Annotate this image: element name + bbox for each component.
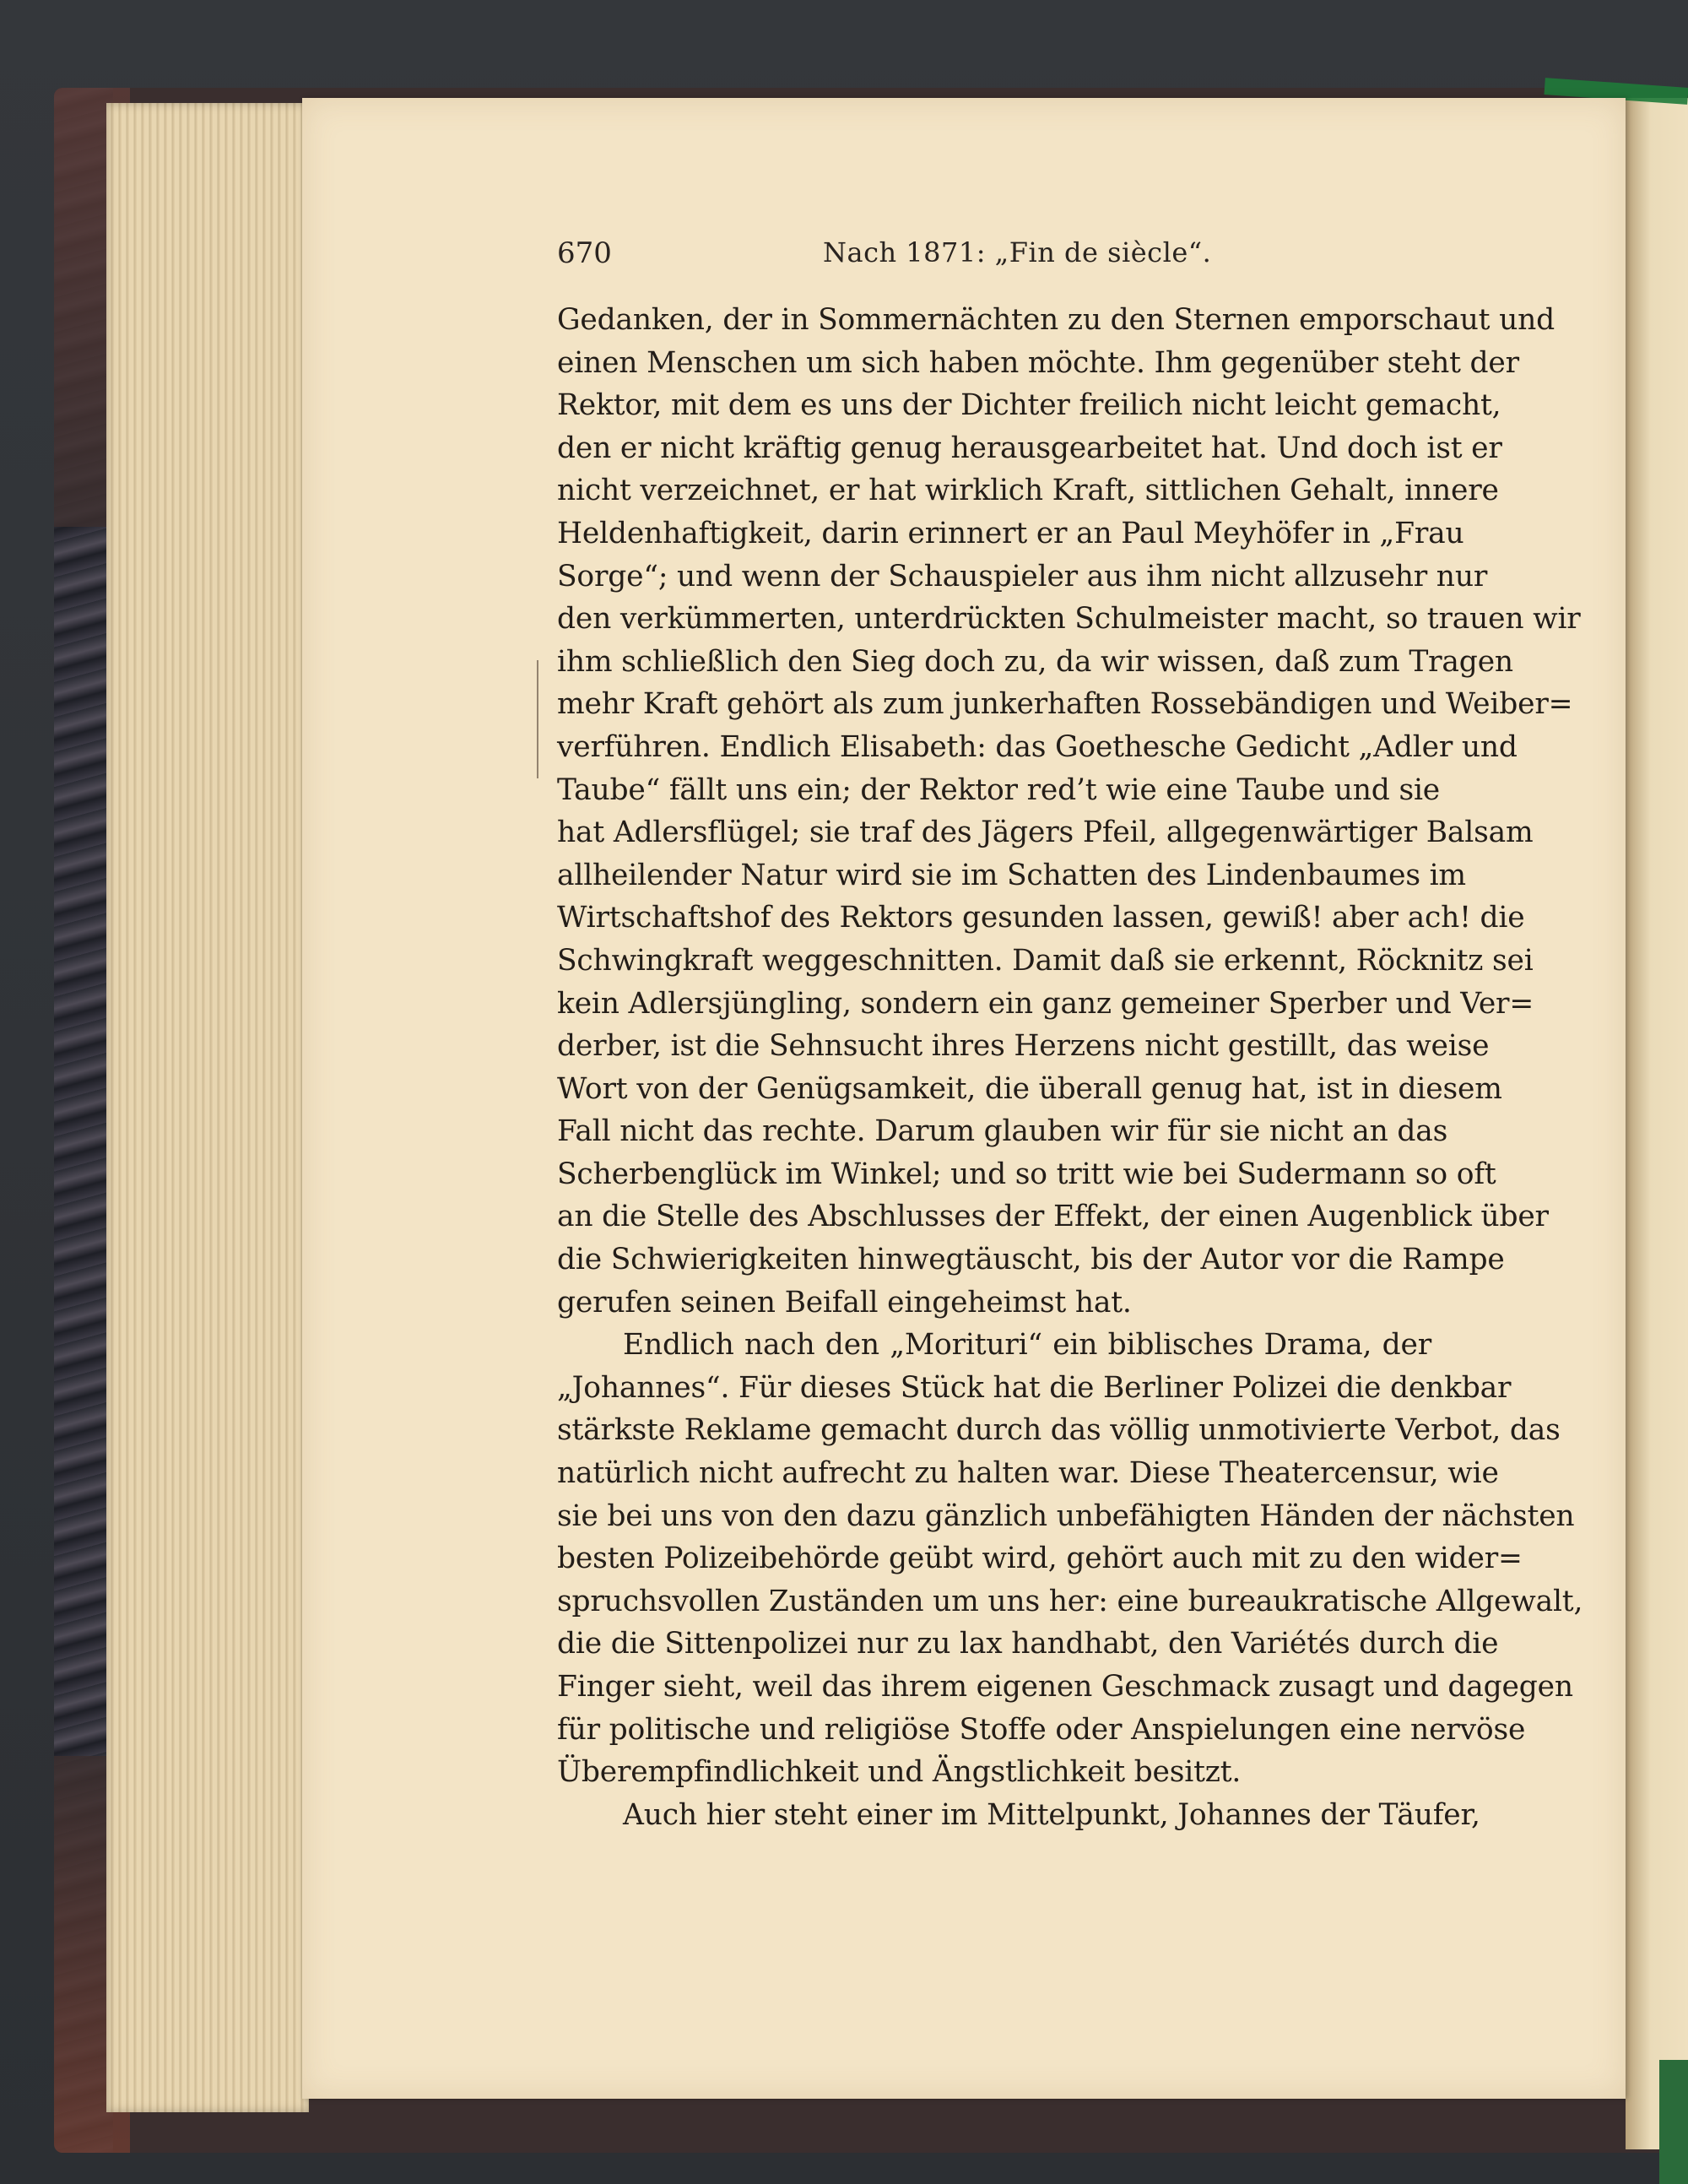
running-title: Nach 1871: „Fin de siècle“. [823, 236, 1212, 268]
text-line: die Schwierigkeiten hinwegtäuscht, bis der Autor vor die Rampe [557, 1243, 1505, 1277]
text-line: Schwingkraft weggeschnitten. Damit daß sie erkennt, Röcknitz sei [557, 943, 1534, 978]
page-stack-edges [106, 103, 309, 2112]
text-line: besten Polizeibehörde geübt wird, gehört auch mit zu den wider= [557, 1542, 1523, 1576]
text-line: spruchsvollen Zuständen um uns her: eine bureaukratische Allgewalt, [557, 1584, 1583, 1618]
text-line: Auch hier steht einer im Mittelpunkt, Johannes der Täufer, [623, 1797, 1480, 1832]
text-line: Sorge“; und wenn der Schauspieler aus ihm nicht allzusehr nur [557, 559, 1488, 593]
page-body-text [557, 299, 1583, 1836]
text-line: mehr Kraft gehört als zum junkerhaften Rossebändigen und Weiber= [557, 687, 1573, 722]
text-line: hat Adlersflügel; sie traf des Jägers Pfeil, allgegenwärtiger Balsam [557, 816, 1534, 850]
text-line: sie bei uns von den dazu gänzlich unbefähigten Händen der nächsten [557, 1498, 1575, 1533]
text-line: Überempfindlichkeit und Ängstlichkeit besitzt. [557, 1755, 1242, 1790]
text-line: einen Menschen um sich haben möchte. Ihm gegenüber steht der [557, 345, 1519, 380]
bookmark-ribbon-bottom [1659, 2060, 1688, 2184]
margin-pencil-mark [537, 660, 538, 778]
text-line: Taube“ fällt uns ein; der Rektor red’t wie eine Taube und sie [557, 772, 1441, 807]
text-line: nicht verzeichnet, er hat wirklich Kraft, sittlichen Gehalt, innere [557, 474, 1499, 508]
text-line: Scherbenglück im Winkel; und so tritt wie bei Sudermann so oft [557, 1157, 1496, 1191]
page-number: 670 [557, 236, 612, 270]
text-line: für politische und religiöse Stoffe oder Anspielungen eine nervöse [557, 1712, 1526, 1747]
text-line: ihm schließlich den Sieg doch zu, da wir wissen, daß zum Tragen [557, 644, 1513, 679]
text-line: an die Stelle des Abschlusses der Effekt, der einen Augenblick über [557, 1200, 1549, 1234]
text-line: stärkste Reklame gemacht durch das völlig unmotivierte Verbot, das [557, 1413, 1561, 1448]
text-line: „Johannes“. Für dieses Stück hat die Berliner Polizei die denkbar [557, 1370, 1512, 1405]
text-line: kein Adlersjüngling, sondern ein ganz gemeiner Sperber und Ver= [557, 986, 1534, 1021]
text-line: Rektor, mit dem es uns der Dichter freilich nicht leicht gemacht, [557, 388, 1501, 423]
text-line: den verkümmerten, unterdrückten Schulmeister macht, so trauen wir [557, 602, 1581, 637]
text-line: Wirtschaftshof des Rektors gesunden lassen, gewiß! aber ach! die [557, 901, 1525, 935]
text-line: Fall nicht das rechte. Darum glauben wir für sie nicht an das [557, 1114, 1448, 1149]
text-line: Wort von der Genügsamkeit, die überall genug hat, ist in diesem [557, 1071, 1502, 1106]
text-line: gerufen seinen Beifall eingeheimst hat. [557, 1285, 1132, 1320]
text-line: Finger sieht, weil das ihrem eigenen Geschmack zusagt und dagegen [557, 1670, 1573, 1704]
text-line: verführen. Endlich Elisabeth: das Goethesche Gedicht „Adler und [557, 729, 1518, 764]
text-line: allheilender Natur wird sie im Schatten des Lindenbaumes im [557, 858, 1466, 892]
text-line: Endlich nach den „Morituri“ ein biblisches Drama, der [623, 1328, 1431, 1363]
facing-page-edge [1626, 98, 1688, 2149]
text-line: derber, ist die Sehnsucht ihres Herzens nicht gestillt, das weise [557, 1029, 1490, 1064]
text-line: natürlich nicht aufrecht zu halten war. Diese Theatercensur, wie [557, 1456, 1499, 1491]
text-line: Gedanken, der in Sommernächten zu den Sternen emporschaut und [557, 303, 1555, 337]
text-line: Heldenhaftigkeit, darin erinnert er an Paul Meyhöfer in „Frau [557, 516, 1464, 550]
text-line: den er nicht kräftig genug herausgearbeitet hat. Und doch ist er [557, 431, 1502, 465]
text-line: die die Sittenpolizei nur zu lax handhabt, den Variétés durch die [557, 1627, 1499, 1661]
